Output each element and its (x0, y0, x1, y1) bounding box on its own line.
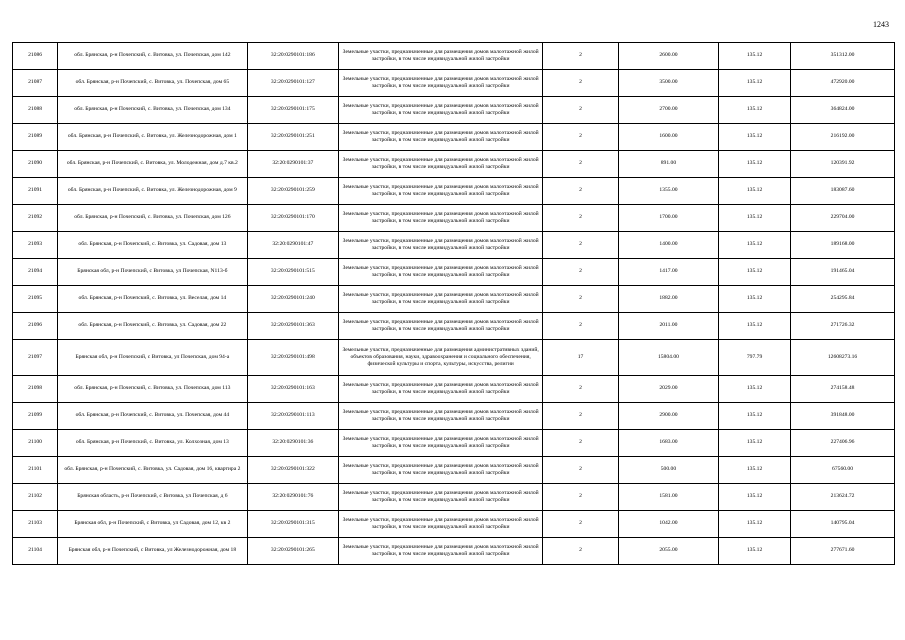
group-cell: 2 (543, 484, 619, 511)
specific-value-cell: 135.12 (719, 124, 791, 151)
area-cell: 1417.00 (618, 259, 718, 286)
cadastral-number-cell: 32:20:0290101:170 (247, 205, 339, 232)
specific-value-cell: 135.12 (719, 286, 791, 313)
table-body (13, 43, 895, 565)
row-number-cell: 21093 (13, 232, 58, 259)
specific-value-cell: 135.12 (719, 97, 791, 124)
group-cell: 2 (543, 286, 619, 313)
row-number-cell: 21104 (13, 538, 58, 565)
row-number-cell: 21090 (13, 151, 58, 178)
specific-value-cell: 135.12 (719, 259, 791, 286)
specific-value-cell: 135.12 (719, 178, 791, 205)
row-number-cell: 21099 (13, 403, 58, 430)
row-number-cell: 21087 (13, 70, 58, 97)
area-cell: 1600.00 (618, 124, 718, 151)
row-number-cell: 21096 (13, 313, 58, 340)
group-cell: 2 (543, 259, 619, 286)
land-use-cell: Земельные участки, предназначенные для размещения домов малоэтажной жилой застройки, в том числе индивидуальной жилой застройки (339, 313, 543, 340)
table-row (13, 538, 895, 565)
address-cell: обл. Брянская, р-н Почепский, с. Витовка, ул. Почепская, дом 65 (58, 70, 247, 97)
group-cell: 2 (543, 376, 619, 403)
address-cell: обл. Брянская, р-н Почепский, с. Витовка, ул. Молодежная, дом д.7 кв.2 (58, 151, 247, 178)
area-cell: 1700.00 (618, 205, 718, 232)
cadastral-number-cell: 32:20:0290101:76 (247, 484, 339, 511)
table-row (13, 457, 895, 484)
table-row (13, 259, 895, 286)
cadastral-value-cell: 391848.00 (791, 403, 895, 430)
land-use-cell: Земельные участки, предназначенные для размещения домов малоэтажной жилой застройки, в том числе индивидуальной жилой застройки (339, 511, 543, 538)
cadastral-value-cell: 67560.00 (791, 457, 895, 484)
area-cell: 1042.00 (618, 511, 718, 538)
table-row (13, 511, 895, 538)
specific-value-cell: 135.12 (719, 538, 791, 565)
cadastral-value-cell: 364824.00 (791, 97, 895, 124)
cadastral-value-cell: 227406.96 (791, 430, 895, 457)
group-cell: 2 (543, 430, 619, 457)
cadastral-number-cell: 32:20:0290101:175 (247, 97, 339, 124)
row-number-cell: 21103 (13, 511, 58, 538)
table-row (13, 178, 895, 205)
cadastral-value-cell: 254295.84 (791, 286, 895, 313)
land-use-cell: Земельные участки, предназначенные для размещения домов малоэтажной жилой застройки, в том числе индивидуальной жилой застройки (339, 430, 543, 457)
cadastral-number-cell: 32:20:0290101:113 (247, 403, 339, 430)
land-use-cell: Земельные участки, предназначенные для размещения домов малоэтажной жилой застройки, в том числе индивидуальной жилой застройки (339, 97, 543, 124)
address-cell: обл. Брянская, р-н Почепский, с. Витовка, ул. Садовая, дом 16, квартира 2 (58, 457, 247, 484)
row-number-cell: 21097 (13, 340, 58, 376)
cadastral-value-cell: 183087.60 (791, 178, 895, 205)
group-cell: 17 (543, 340, 619, 376)
specific-value-cell: 797.79 (719, 340, 791, 376)
cadastral-value-cell: 351312.00 (791, 43, 895, 70)
address-cell: обл. Брянская, р-н Почепский, с. Витовка, ул. Садовая, дом 22 (58, 313, 247, 340)
address-cell: обл. Брянская, р-н Почепский, с. Витовка, ул. Почепская, дом 142 (58, 43, 247, 70)
cadastral-number-cell: 32:20:0290101:322 (247, 457, 339, 484)
cadastral-value-cell: 213624.72 (791, 484, 895, 511)
table-row (13, 313, 895, 340)
address-cell: Брянская обл, р-н Почепский, с Витовка, ул Почепская, дом 94-а (58, 340, 247, 376)
cadastral-value-cell: 12608273.16 (791, 340, 895, 376)
specific-value-cell: 135.12 (719, 43, 791, 70)
area-cell: 2700.00 (618, 97, 718, 124)
cadastral-number-cell: 32:20:0290101:515 (247, 259, 339, 286)
group-cell: 2 (543, 403, 619, 430)
address-cell: Брянская обл, р-н Почепский, с Витовка, ул Почепская, N113-б (58, 259, 247, 286)
land-use-cell: Земельные участки, предназначенные для размещения домов малоэтажной жилой застройки, в том числе индивидуальной жилой застройки (339, 484, 543, 511)
row-number-cell: 21098 (13, 376, 58, 403)
area-cell: 1355.00 (618, 178, 718, 205)
specific-value-cell: 135.12 (719, 484, 791, 511)
land-use-cell: Земельные участки, предназначенные для размещения домов малоэтажной жилой застройки, в том числе индивидуальной жилой застройки (339, 286, 543, 313)
address-cell: обл. Брянская, р-н Почепский, с. Витовка, ул. Садовая, дом 13 (58, 232, 247, 259)
land-use-cell: Земельные участки, предназначенные для размещения домов малоэтажной жилой застройки, в том числе индивидуальной жилой застройки (339, 124, 543, 151)
row-number-cell: 21102 (13, 484, 58, 511)
group-cell: 2 (543, 538, 619, 565)
area-cell: 1882.00 (618, 286, 718, 313)
group-cell: 2 (543, 511, 619, 538)
cadastral-number-cell: 32:20:0290101:127 (247, 70, 339, 97)
address-cell: Брянская область, р-н Почепский, с Витовка, ул Почепская, д 6 (58, 484, 247, 511)
cadastral-value-cell: 191465.04 (791, 259, 895, 286)
cadastral-value-cell: 140795.04 (791, 511, 895, 538)
cadastral-number-cell: 32:20:0290101:363 (247, 313, 339, 340)
cadastral-number-cell: 32:20:0290101:36 (247, 430, 339, 457)
land-use-cell: Земельные участки, предназначенные для размещения домов малоэтажной жилой застройки, в том числе индивидуальной жилой застройки (339, 178, 543, 205)
address-cell: обл. Брянская, р-н Почепский, с. Витовка, ул. Почепская, дом 134 (58, 97, 247, 124)
page-number: 1243 (873, 20, 889, 29)
land-use-cell: Земельные участки, предназначенные для размещения домов малоэтажной жилой застройки, в том числе индивидуальной жилой застройки (339, 538, 543, 565)
specific-value-cell: 135.12 (719, 232, 791, 259)
row-number-cell: 21088 (13, 97, 58, 124)
specific-value-cell: 135.12 (719, 403, 791, 430)
cadastral-number-cell: 32:20:0290101:259 (247, 178, 339, 205)
land-use-cell: Земельные участки, предназначенные для размещения домов малоэтажной жилой застройки, в том числе индивидуальной жилой застройки (339, 205, 543, 232)
group-cell: 2 (543, 232, 619, 259)
area-cell: 1400.00 (618, 232, 718, 259)
land-use-cell: Земельные участки, предназначенные для размещения домов малоэтажной жилой застройки, в том числе индивидуальной жилой застройки (339, 151, 543, 178)
specific-value-cell: 135.12 (719, 70, 791, 97)
area-cell: 3500.00 (618, 70, 718, 97)
group-cell: 2 (543, 43, 619, 70)
cadastral-value-cell: 271726.32 (791, 313, 895, 340)
table-row (13, 70, 895, 97)
table-row (13, 151, 895, 178)
cadastral-number-cell: 32:20:0290101:240 (247, 286, 339, 313)
group-cell: 2 (543, 97, 619, 124)
area-cell: 1683.00 (618, 430, 718, 457)
land-use-cell: Земельные участки, предназначенные для размещения домов малоэтажной жилой застройки, в том числе индивидуальной жилой застройки (339, 70, 543, 97)
cadastral-number-cell: 32:20:0290101:251 (247, 124, 339, 151)
area-cell: 2900.00 (618, 403, 718, 430)
address-cell: Брянская обл, р-н Почепский, с Витовка, ул Садовая, дом 12, кв 2 (58, 511, 247, 538)
group-cell: 2 (543, 313, 619, 340)
address-cell: обл. Брянская, р-н Почепский, с. Витовка, ул. Почепская, дом 126 (58, 205, 247, 232)
cadastral-value-cell: 277671.60 (791, 538, 895, 565)
cadastral-value-table (12, 42, 895, 565)
row-number-cell: 21086 (13, 43, 58, 70)
row-number-cell: 21094 (13, 259, 58, 286)
cadastral-value-cell: 120391.92 (791, 151, 895, 178)
table-row (13, 205, 895, 232)
row-number-cell: 21101 (13, 457, 58, 484)
group-cell: 2 (543, 151, 619, 178)
table-row (13, 376, 895, 403)
table-row (13, 43, 895, 70)
specific-value-cell: 135.12 (719, 511, 791, 538)
group-cell: 2 (543, 205, 619, 232)
row-number-cell: 21089 (13, 124, 58, 151)
table-row (13, 484, 895, 511)
address-cell: обл. Брянская, р-н Почепский, с. Витовка, ул. Почепская, дом 113 (58, 376, 247, 403)
specific-value-cell: 135.12 (719, 151, 791, 178)
land-use-cell: Земельные участки, предназначенные для размещения домов малоэтажной жилой застройки, в том числе индивидуальной жилой застройки (339, 403, 543, 430)
cadastral-value-cell: 274158.48 (791, 376, 895, 403)
area-cell: 891.00 (618, 151, 718, 178)
table-row (13, 403, 895, 430)
cadastral-value-cell: 472920.00 (791, 70, 895, 97)
cadastral-number-cell: 32:20:0290101:315 (247, 511, 339, 538)
table-row (13, 286, 895, 313)
address-cell: обл. Брянская, р-н Почепский, с. Витовка, ул. Железнодорожная, дом 9 (58, 178, 247, 205)
area-cell: 2600.00 (618, 43, 718, 70)
address-cell: обл. Брянская, р-н Почепский, с. Витовка, ул. Железнодорожная, дом 1 (58, 124, 247, 151)
cadastral-number-cell: 32:20:0290101:498 (247, 340, 339, 376)
land-use-cell: Земельные участки, предназначенные для размещения домов малоэтажной жилой застройки, в том числе индивидуальной жилой застройки (339, 457, 543, 484)
group-cell: 2 (543, 457, 619, 484)
land-use-cell: Земельные участки, предназначенные для размещения домов малоэтажной жилой застройки, в том числе индивидуальной жилой застройки (339, 232, 543, 259)
table-row (13, 430, 895, 457)
table-row (13, 340, 895, 376)
address-cell: обл. Брянская, р-н Почепский, с. Витовка, ул. Почепская, дом 44 (58, 403, 247, 430)
group-cell: 2 (543, 70, 619, 97)
specific-value-cell: 135.12 (719, 430, 791, 457)
specific-value-cell: 135.12 (719, 457, 791, 484)
specific-value-cell: 135.12 (719, 205, 791, 232)
land-use-cell: Земельные участки, предназначенные для размещения домов малоэтажной жилой застройки, в том числе индивидуальной жилой застройки (339, 259, 543, 286)
cadastral-number-cell: 32:20:0290101:37 (247, 151, 339, 178)
cadastral-number-cell: 32:20:0290101:47 (247, 232, 339, 259)
row-number-cell: 21095 (13, 286, 58, 313)
address-cell: Брянская обл, р-н Почепский, с Витовка, ул Железнодорожная, дом 18 (58, 538, 247, 565)
area-cell: 2055.00 (618, 538, 718, 565)
specific-value-cell: 135.12 (719, 376, 791, 403)
area-cell: 500.00 (618, 457, 718, 484)
row-number-cell: 21091 (13, 178, 58, 205)
land-use-cell: Земельные участки, предназначенные для размещения домов малоэтажной жилой застройки, в том числе индивидуальной жилой застройки (339, 43, 543, 70)
row-number-cell: 21092 (13, 205, 58, 232)
cadastral-value-cell: 189168.00 (791, 232, 895, 259)
specific-value-cell: 135.12 (719, 313, 791, 340)
table-row (13, 124, 895, 151)
area-cell: 2011.00 (618, 313, 718, 340)
table-row (13, 232, 895, 259)
group-cell: 2 (543, 178, 619, 205)
area-cell: 2029.00 (618, 376, 718, 403)
group-cell: 2 (543, 124, 619, 151)
address-cell: обл. Брянская, р-н Почепский, с. Витовка, ул. Веселая, дом 14 (58, 286, 247, 313)
land-use-cell: Земельные участки, предназначенные для размещения административных зданий, объектов образования, науки, здравоохранения и социального обеспечения, физической культуры и спорта, культуры, искусства, религии (339, 340, 543, 376)
address-cell: обл. Брянская, р-н Почепский, с. Витовка, ул. Колхозная, дом 13 (58, 430, 247, 457)
area-cell: 1581.00 (618, 484, 718, 511)
row-number-cell: 21100 (13, 430, 58, 457)
cadastral-number-cell: 32:20:0290101:186 (247, 43, 339, 70)
cadastral-number-cell: 32:20:0290101:163 (247, 376, 339, 403)
cadastral-number-cell: 32:20:0290101:265 (247, 538, 339, 565)
cadastral-value-cell: 229704.00 (791, 205, 895, 232)
area-cell: 15804.00 (618, 340, 718, 376)
table-row (13, 97, 895, 124)
cadastral-value-cell: 216192.00 (791, 124, 895, 151)
land-use-cell: Земельные участки, предназначенные для размещения домов малоэтажной жилой застройки, в том числе индивидуальной жилой застройки (339, 376, 543, 403)
